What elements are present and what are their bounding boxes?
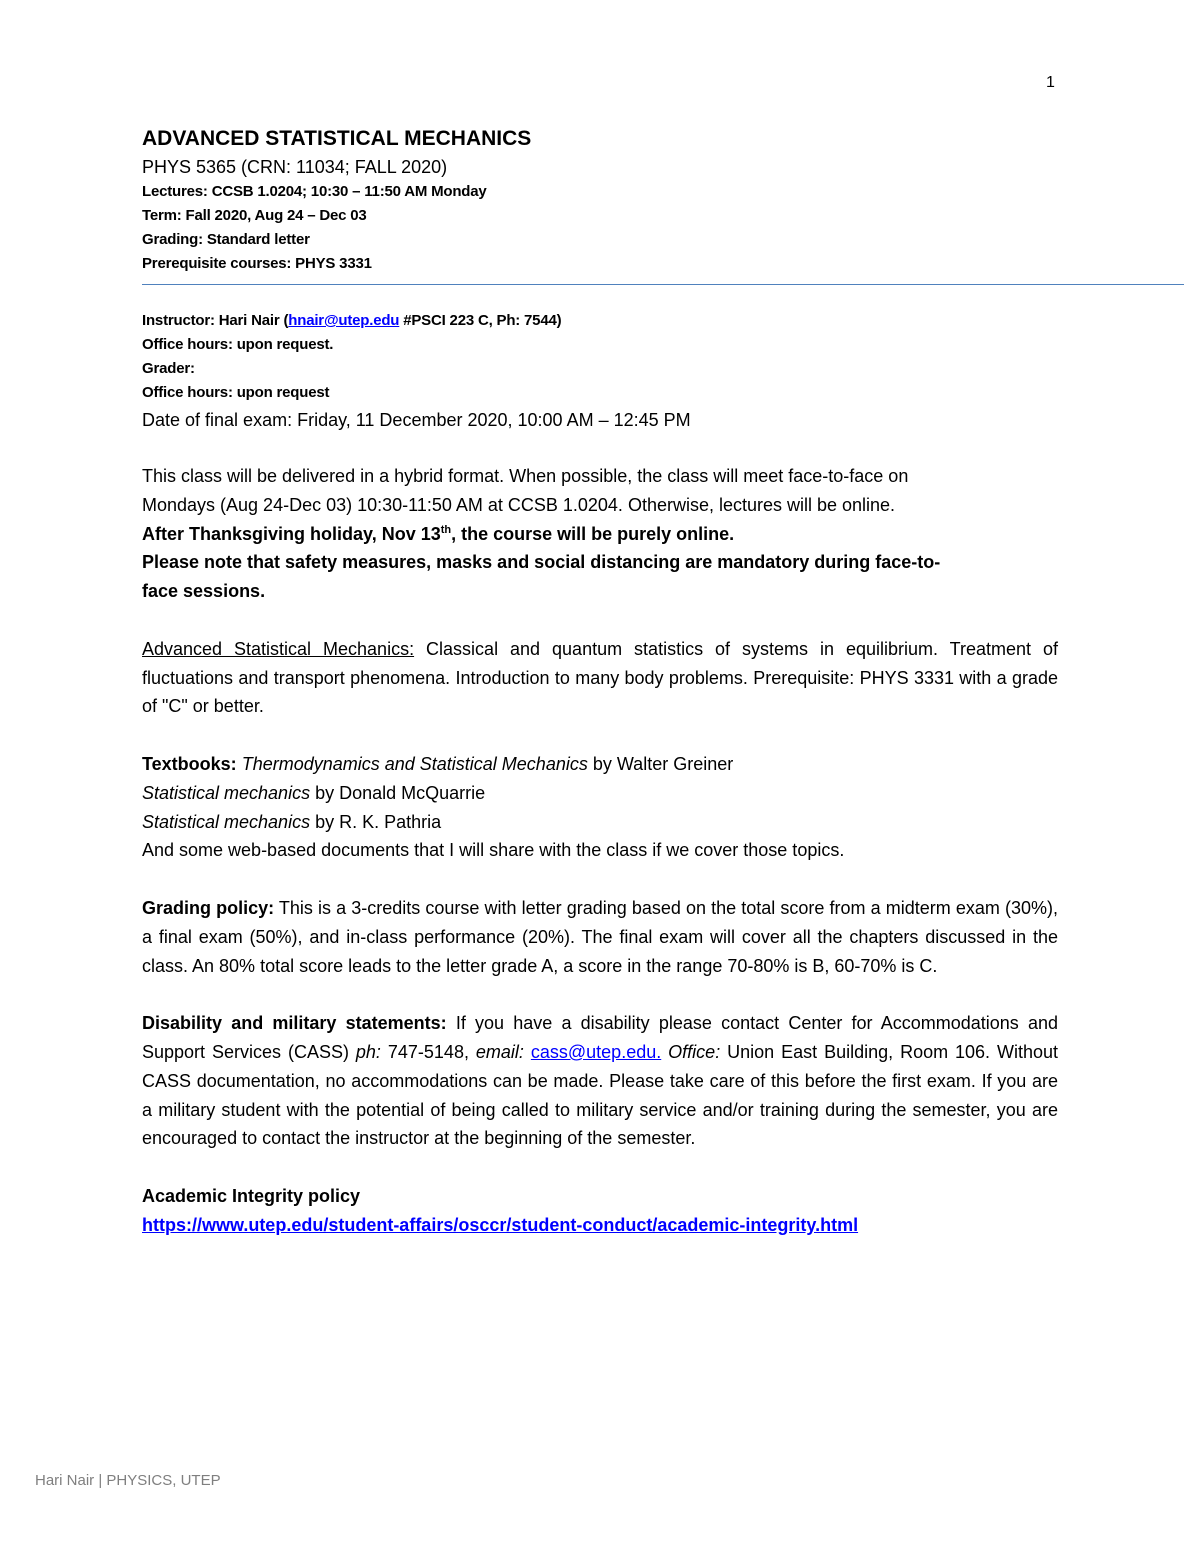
textbook-extra: And some web-based documents that I will share with the class if we cover those topics. [142, 840, 845, 861]
textbook-2-title: Statistical mechanics [142, 782, 311, 803]
phone-label: ph: [355, 1041, 381, 1062]
instructor-email-link[interactable]: hnair@utep.edu [288, 312, 400, 329]
ordinal-suffix: th [440, 523, 452, 536]
lectures-info: Lectures: CCSB 1.0204; 10:30 – 11:50 AM Monday [142, 183, 487, 200]
textbook-1-title: Thermodynamics and Statistical Mechanics [241, 753, 588, 774]
cass-phone: 747-5148, [380, 1041, 476, 1062]
integrity-heading: Academic Integrity policy [142, 1185, 361, 1206]
format-paragraph [142, 462, 1058, 606]
office-label: Office: [661, 1041, 721, 1062]
integrity-section [142, 1182, 1058, 1240]
course-description [142, 635, 1058, 721]
online-text: , the course will be purely online. [451, 523, 735, 544]
prerequisite-info: Prerequisite courses: PHYS 3331 [142, 255, 372, 272]
integrity-policy-link[interactable]: https://www.utep.edu/student-affairs/osccr/student-conduct/academic-integrity.html [142, 1214, 859, 1235]
page-footer: Hari Nair | PHYSICS, UTEP [35, 1472, 221, 1489]
safety-notice-line-1: Please note that safety measures, masks and social distancing are mandatory during face-to- [142, 552, 941, 573]
grading-policy [142, 894, 1058, 980]
grading-info: Grading: Standard letter [142, 231, 310, 248]
grading-policy-label: Grading policy: [142, 897, 275, 918]
textbook-3 [142, 808, 1058, 837]
integrity-line [142, 1211, 1058, 1240]
grading-policy-text: This is a 3-credits course with letter grading based on the total score from a midterm exam (30%), a final exam (50%), and in-class performance (20%). The final exam will cover all the chapters discussed in the class. An 80% total score leads to the letter grade A, a score in the range 70-80% is B, 60-70% is C. [142, 897, 1059, 976]
office-hours-grader: Office hours: upon request [142, 384, 330, 401]
instructor-line [142, 309, 1062, 333]
safety-notice-line-2: face sessions. [142, 581, 266, 602]
thanksgiving-notice [142, 520, 1058, 549]
page-number: 1 [1046, 74, 1055, 91]
textbook-3-title: Statistical mechanics [142, 811, 311, 832]
textbook-3-author: by R. K. Pathria [310, 811, 442, 832]
term-info: Term: Fall 2020, Aug 24 – Dec 03 [142, 207, 367, 224]
course-header [142, 124, 1042, 276]
staff-info [142, 309, 1062, 435]
textbook-1-author: by Walter Greiner [587, 753, 734, 774]
thanksgiving-text: After Thanksgiving holiday, Nov 13 [142, 523, 441, 544]
textbook-1 [142, 750, 1058, 779]
page-title: ADVANCED STATISTICAL MECHANICS [142, 127, 532, 150]
textbooks-section [142, 750, 1058, 865]
final-exam-date: Date of final exam: Friday, 11 December 2020, 10:00 AM – 12:45 PM [142, 410, 691, 430]
textbook-2 [142, 779, 1058, 808]
format-line-2: Mondays (Aug 24-Dec 03) 10:30-11:50 AM at CCSB 1.0204. Otherwise, lectures will be online. [142, 494, 896, 515]
disability-statement: Disability and military statements: If you have a disability please contact Center for Accommodations and Support Services (CASS) ph: 747-5148, email: cass@utep.edu. Office: Union East Building, Room 106. Without CASS documentation, no accommodations can be made. Please take care of this before the first exam. If you are a military student with the potential of being called to military service and/or training during the semester, you are encouraged to contact the instructor at the beginning of the semester. [142, 1013, 1059, 1149]
syllabus-body [142, 462, 1058, 1268]
email-label: email: [475, 1041, 524, 1062]
instructor-office: #PSCI 223 C, Ph: 7544) [399, 312, 562, 329]
instructor-label: Instructor: Hari Nair ( [142, 312, 289, 329]
description-label: Advanced Statistical Mechanics: [142, 638, 415, 659]
textbooks-label: Textbooks: [142, 753, 237, 774]
office-hours-instructor: Office hours: upon request. [142, 336, 334, 353]
format-line-1: This class will be delivered in a hybrid format. When possible, the class will meet face-to-face on [142, 466, 909, 486]
grader-line: Grader: [142, 360, 195, 377]
textbook-2-author: by Donald McQuarrie [310, 782, 486, 803]
disability-label: Disability and military statements: [142, 1013, 447, 1034]
course-code: PHYS 5365 (CRN: 11034; FALL 2020) [142, 157, 448, 177]
header-divider [142, 284, 1184, 285]
cass-email-link[interactable]: cass@utep.edu. [530, 1041, 662, 1062]
description-text: Classical and quantum statistics of systems in equilibrium. Treatment of fluctuations and transport phenomena. Introduction to many body problems. Prerequisite: PHYS 3331 with a grade of "C" or better. [142, 638, 1058, 717]
